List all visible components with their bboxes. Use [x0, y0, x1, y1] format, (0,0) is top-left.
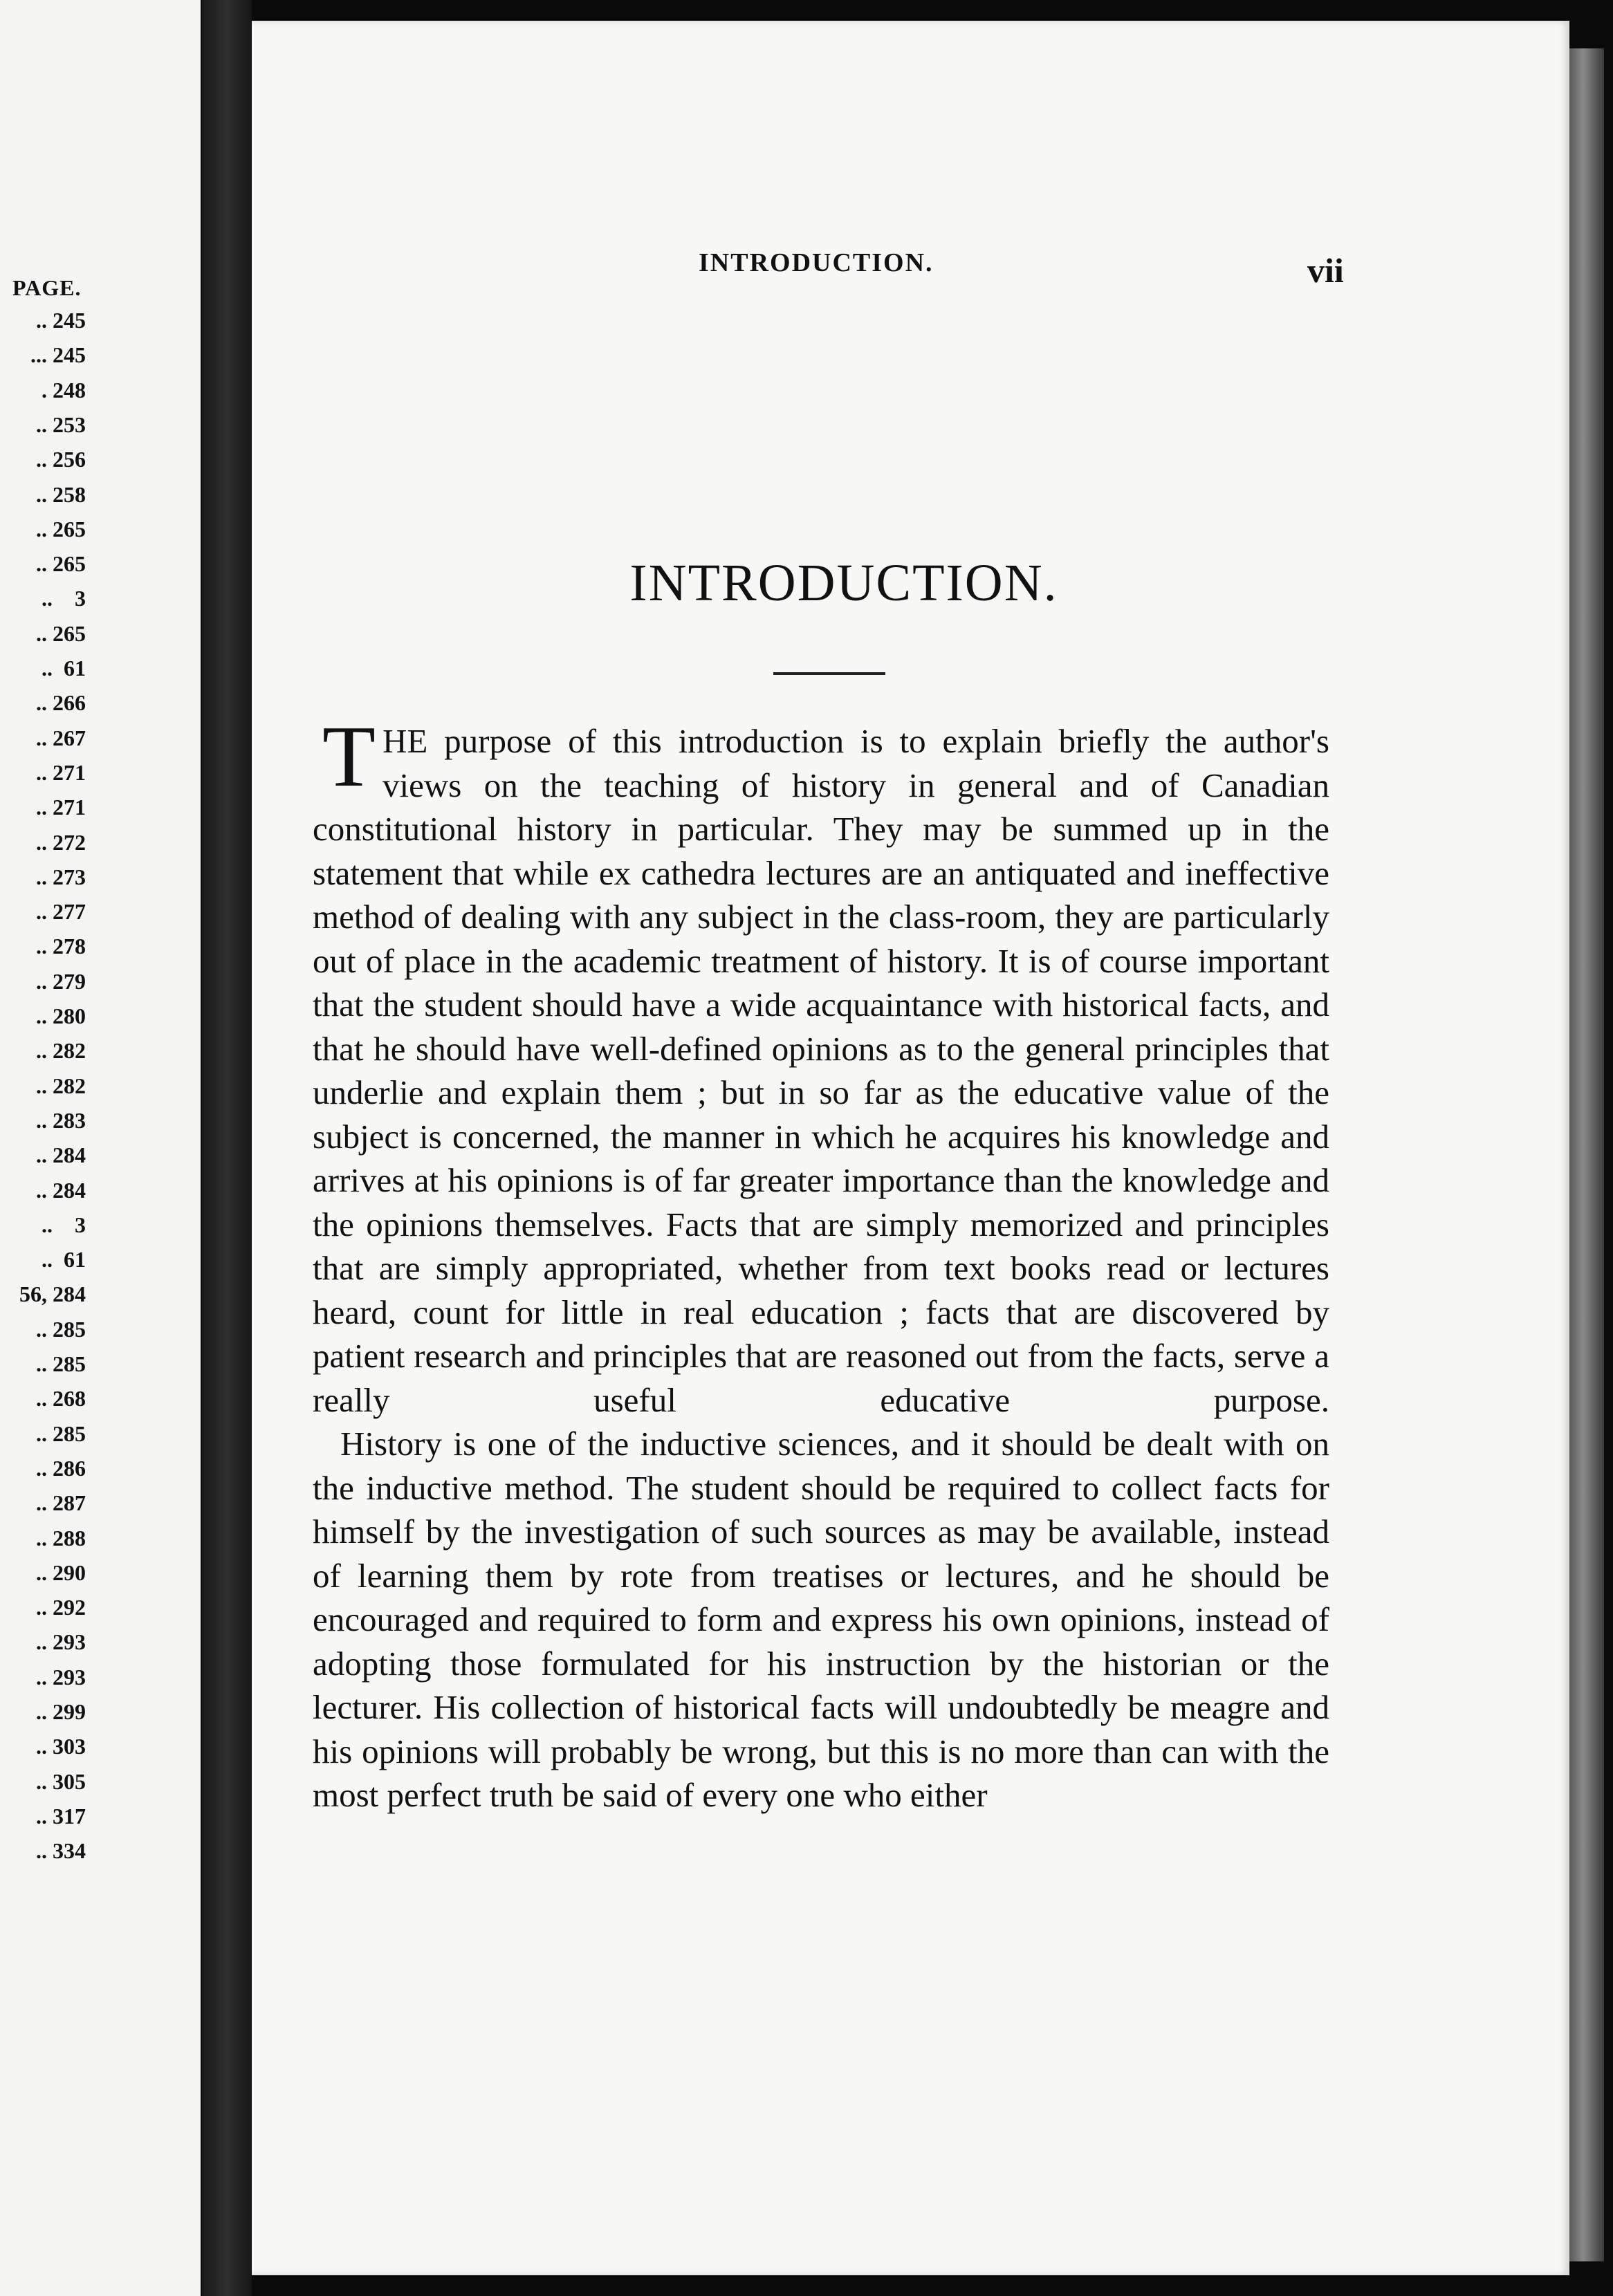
toc-line: .. 3 — [42, 586, 86, 611]
toc-line: ... 245 — [30, 342, 86, 368]
toc-line: .. 283 — [36, 1107, 86, 1133]
body-text — [313, 709, 1329, 1817]
toc-line: .. 271 — [36, 795, 86, 820]
page-number: vii — [1307, 251, 1344, 290]
toc-line: .. 303 — [36, 1734, 86, 1759]
paragraph-1 — [313, 709, 1329, 1422]
title-rule — [773, 672, 885, 675]
toc-line: .. 282 — [36, 1038, 86, 1064]
toc-line: .. 256 — [36, 447, 86, 472]
toc-line: .. 265 — [36, 620, 86, 646]
toc-line: .. 280 — [36, 1003, 86, 1028]
running-head: INTRODUCTION. — [699, 248, 934, 277]
toc-line: .. 284 — [36, 1177, 86, 1203]
drop-cap: T — [322, 709, 376, 805]
chapter-title: INTRODUCTION. — [629, 554, 1058, 612]
toc-line: .. 245 — [36, 308, 86, 333]
toc-line: .. 290 — [36, 1559, 86, 1585]
toc-line: .. 287 — [36, 1490, 86, 1516]
toc-line: .. 61 — [42, 1247, 86, 1272]
toc-line: 56, 284 — [19, 1281, 86, 1307]
toc-line: .. 258 — [36, 481, 86, 507]
toc-line: .. 284 — [36, 1142, 86, 1168]
toc-line: .. 285 — [36, 1420, 86, 1446]
toc-line: .. 286 — [36, 1455, 86, 1481]
toc-line: .. 292 — [36, 1595, 86, 1620]
previous-page-fragment — [0, 0, 201, 2296]
toc-line: .. 279 — [36, 968, 86, 994]
toc-line: .. 334 — [36, 1838, 86, 1864]
toc-line: .. 285 — [36, 1351, 86, 1376]
toc-line: .. 265 — [36, 516, 86, 541]
toc-line: .. 267 — [36, 725, 86, 750]
toc-line: .. 268 — [36, 1386, 86, 1411]
toc-line: .. 278 — [36, 934, 86, 959]
toc-line: .. 271 — [36, 759, 86, 785]
toc-line: .. 282 — [36, 1073, 86, 1098]
toc-line: .. 277 — [36, 899, 86, 925]
toc-line: .. 305 — [36, 1768, 86, 1794]
book-gutter — [202, 0, 252, 2296]
toc-line: . 248 — [42, 377, 86, 402]
toc-line: .. 317 — [36, 1803, 86, 1829]
toc-line: .. 272 — [36, 829, 86, 855]
toc-line: .. 293 — [36, 1664, 86, 1689]
toc-line: .. 265 — [36, 551, 86, 577]
toc-line: .. 293 — [36, 1629, 86, 1655]
toc-line: .. 288 — [36, 1525, 86, 1550]
toc-line: .. 299 — [36, 1699, 86, 1724]
paragraph-1-text: HE purpose of this introduction is to explain briefly the author's views on the teaching of history in general and of Canadian constitutional history in particular. They may be summed up in the statement that while ex cathedra lectures are an antiquated and ineffective method of dealing with any subject in the class-room, they are particularly out of place in the academic treatment of history. It is of course important that the student should have a wide acquaintance with historical facts, and that he should have well-defined opinions as to the general principles that underlie and explain them ; but in so far as the educative value of the subject is concerned, the manner in which he acquires his knowledge and arrives at his opinions is of far greater importance than the knowledge and the opinions themselves. Facts that are simply memorized and principles that are simply appropriated, whether from text books read or lectures heard, count for little in real education ; facts that are discovered by patient research and principles that are reasoned out from the facts, serve a really useful educative purpose. — [313, 722, 1329, 1419]
toc-line: .. 266 — [36, 690, 86, 716]
toc-line: .. 3 — [42, 1212, 86, 1237]
toc-line: .. 285 — [36, 1316, 86, 1342]
toc-line: .. 273 — [36, 864, 86, 889]
toc-line: .. 61 — [42, 656, 86, 681]
toc-page-header: PAGE. — [12, 275, 82, 300]
toc-line: .. 253 — [36, 411, 86, 437]
page-edge — [1569, 48, 1604, 2261]
paragraph-2: History is one of the inductive sciences, and it should be dealt with on the inductive method. The student should be required to collect facts for himself by the investigation of such sources as may be available, instead of learning them by rote from treatises or lectures, and he should be encouraged and required to form and express his own opinions, instead of adopting those formulated for his instruction by the historian or the lecturer. His collection of historical facts will undoubtedly be meagre and his opinions will probably be wrong, but this is no more than can with the most perfect truth be said of every one who either — [313, 1425, 1329, 1814]
